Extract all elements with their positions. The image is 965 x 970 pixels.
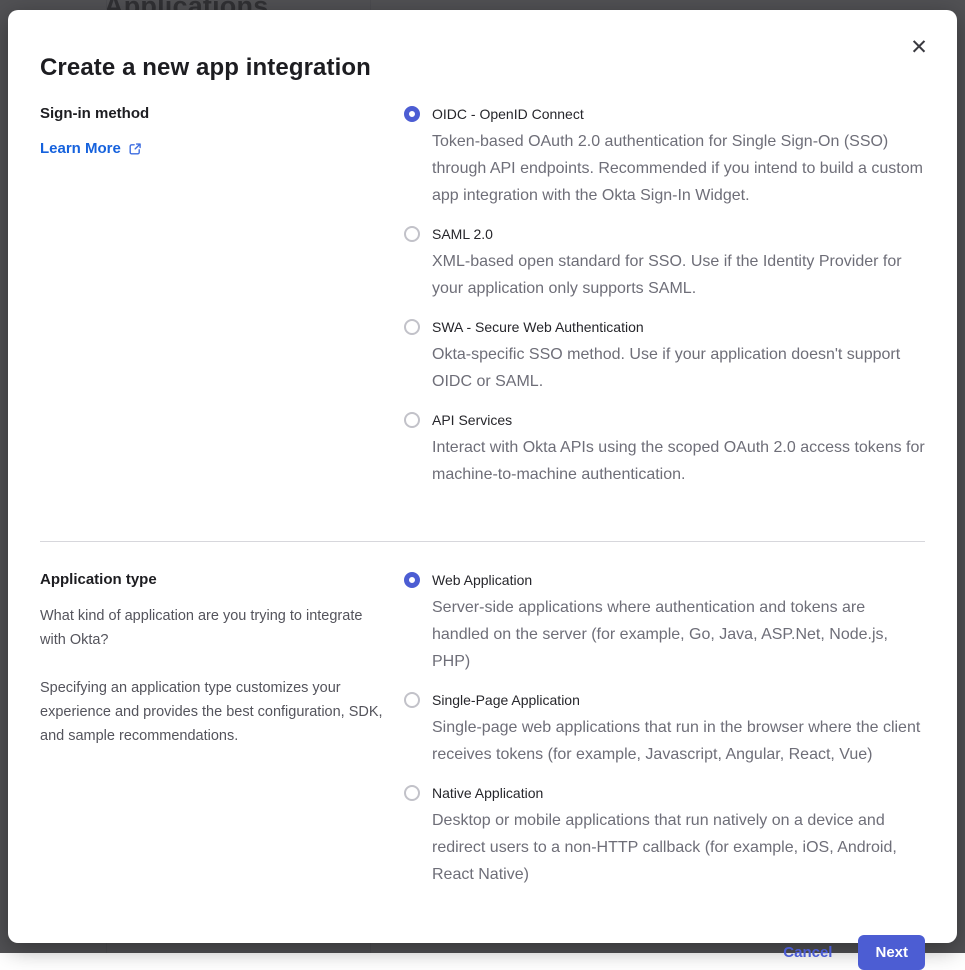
radio-unselected-icon[interactable] bbox=[404, 785, 420, 801]
radio-option-single-page-application[interactable] bbox=[404, 688, 925, 768]
radio-option-description: Interact with Okta APIs using the scoped OAuth 2.0 access tokens for machine-to-machine authentication. bbox=[432, 439, 925, 483]
radio-option-description: Server-side applications where authentication and tokens are handled on the server (for example, Go, Java, ASP.Net, Node.js, PHP) bbox=[432, 599, 888, 670]
radio-option-label: Web Application bbox=[432, 572, 533, 588]
radio-option-description: Okta-specific SSO method. Use if your application doesn't support OIDC or SAML. bbox=[432, 346, 901, 390]
radio-selected-icon[interactable] bbox=[404, 106, 420, 122]
radio-unselected-icon[interactable] bbox=[404, 412, 420, 428]
radio-unselected-icon[interactable] bbox=[404, 319, 420, 335]
learn-more-link[interactable] bbox=[40, 138, 142, 160]
radio-option-label: API Services bbox=[432, 412, 513, 428]
radio-option-native-application[interactable] bbox=[404, 781, 925, 888]
section-application-type bbox=[40, 568, 925, 901]
radio-option-web-application[interactable] bbox=[404, 568, 925, 675]
radio-option-label: Native Application bbox=[432, 785, 544, 801]
section-sign-in-method bbox=[40, 102, 925, 501]
radio-unselected-icon[interactable] bbox=[404, 226, 420, 242]
radio-option-label: Single-Page Application bbox=[432, 692, 580, 708]
dialog-title: Create a new app integration bbox=[40, 54, 371, 81]
radio-option-description: Token-based OAuth 2.0 authentication for Single Sign-On (SSO) through API endpoints. Recommended if you intend to build a custom app integration with the Okta Sign-In Widget. bbox=[432, 133, 923, 204]
radio-selected-icon[interactable] bbox=[404, 572, 420, 588]
sign-in-method-heading: Sign-in method bbox=[40, 105, 150, 122]
next-button[interactable]: Next bbox=[858, 935, 925, 970]
learn-more-label: Learn More bbox=[40, 140, 121, 157]
radio-unselected-icon[interactable] bbox=[404, 692, 420, 708]
external-link-icon bbox=[128, 142, 142, 156]
radio-option-saml[interactable] bbox=[404, 222, 925, 302]
radio-option-api-services[interactable] bbox=[404, 408, 925, 488]
radio-option-description: Desktop or mobile applications that run natively on a device and redirect users to a non-HTTP callback (for example, iOS, Android, React Native) bbox=[432, 812, 897, 883]
radio-option-label: OIDC - OpenID Connect bbox=[432, 106, 584, 122]
create-app-integration-dialog bbox=[8, 10, 957, 961]
application-type-help-text: Specifying an application type customizes your experience and provides the best configuration, SDK, and sample recommendations. bbox=[40, 680, 383, 744]
radio-option-description: XML-based open standard for SSO. Use if the Identity Provider for your application only supports SAML. bbox=[432, 253, 902, 297]
radio-option-swa[interactable] bbox=[404, 315, 925, 395]
section-divider bbox=[40, 541, 925, 542]
radio-option-label: SAML 2.0 bbox=[432, 226, 493, 242]
radio-option-label: SWA - Secure Web Authentication bbox=[432, 319, 644, 335]
radio-option-oidc[interactable] bbox=[404, 102, 925, 209]
radio-option-description: Single-page web applications that run in the browser where the client receives tokens (for example, Javascript, Angular, React, Vue) bbox=[432, 719, 921, 763]
cancel-button[interactable]: Cancel bbox=[783, 944, 833, 961]
application-type-question: What kind of application are you trying to integrate with Okta? bbox=[40, 608, 363, 648]
close-icon[interactable]: ✕ bbox=[905, 34, 933, 62]
application-type-heading: Application type bbox=[40, 571, 157, 588]
